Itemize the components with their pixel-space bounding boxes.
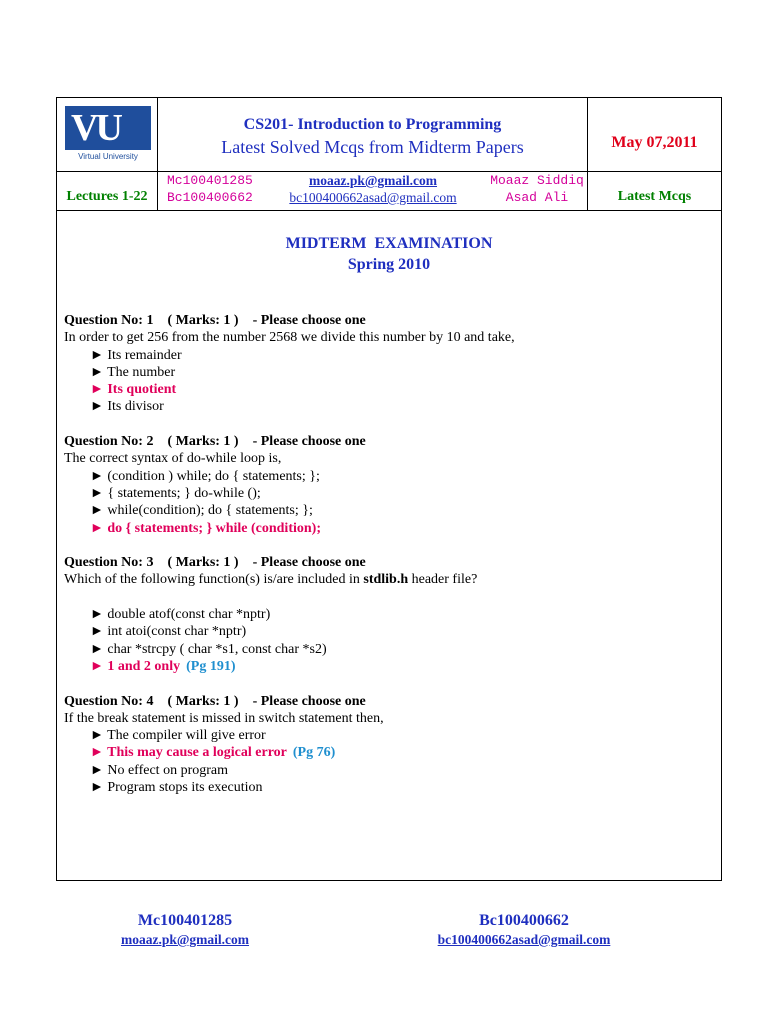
- student-id-2: Bc100400662: [167, 190, 253, 205]
- exam-heading: [57, 233, 721, 275]
- option: ► (condition ) while; do { statements; };: [90, 468, 320, 484]
- correct-option-row: [64, 658, 714, 675]
- course-subtitle: Latest Solved Mcqs from Midterm Papers: [221, 137, 524, 157]
- footer-email-right[interactable]: bc100400662asad@gmail.com: [437, 932, 611, 947]
- student-name-1: Moaaz Siddiq: [490, 173, 584, 188]
- vu-logo: [65, 106, 151, 162]
- divider: [57, 210, 721, 211]
- question-text-part: header file?: [408, 572, 478, 588]
- student-id-1: Mc100401285: [167, 173, 253, 188]
- option: ► The number: [90, 364, 176, 380]
- latest-mcqs-label: Latest Mcqs: [617, 189, 692, 204]
- option: ► Its divisor: [90, 399, 164, 415]
- header-file-name: stdlib.h: [363, 572, 409, 588]
- date-cell: [588, 98, 721, 171]
- question-3: [64, 554, 714, 675]
- exam-date: May 07,2011: [611, 134, 698, 151]
- logo-caption: Virtual University: [78, 152, 138, 161]
- exam-title: MIDTERM EXAMINATION: [285, 235, 493, 252]
- correct-option: ► This may cause a logical error: [90, 745, 287, 761]
- footer-id-left: Mc100401285: [137, 912, 233, 929]
- correct-option: ► do { statements; } while (condition);: [90, 520, 321, 536]
- option: ► int atoi(const char *nptr): [90, 624, 247, 640]
- correct-option: ► 1 and 2 only: [90, 658, 181, 674]
- question-heading: Question No: 4 ( Marks: 1 ) - Please choose one: [64, 693, 366, 709]
- option: ► while(condition); do { statements; };: [90, 503, 313, 519]
- student-emails: [273, 172, 473, 206]
- student-names: [482, 172, 592, 206]
- logo-letters: VU: [71, 107, 120, 149]
- page-frame: [56, 97, 722, 881]
- spacer: [64, 589, 714, 606]
- question-text: In order to get 256 from the number 2568 we divide this number by 10 and take,: [64, 330, 515, 346]
- title-cell: [158, 98, 587, 171]
- question-heading: Question No: 3 ( Marks: 1 ) - Please choose one: [64, 555, 366, 571]
- question-heading: Question No: 1 ( Marks: 1 ) - Please choose one: [64, 313, 366, 328]
- question-4: [64, 693, 714, 797]
- correct-option-row: [64, 744, 714, 761]
- logo-cell: [57, 98, 157, 171]
- question-text: If the break statement is missed in switch statement then,: [64, 710, 384, 726]
- logo-box: [65, 106, 151, 150]
- header-table: [57, 98, 721, 210]
- lectures-label: Lectures 1-22: [66, 189, 148, 204]
- correct-option: ► Its quotient: [90, 382, 177, 398]
- page-reference: (Pg 76): [292, 745, 336, 761]
- divider: [157, 98, 158, 210]
- option: ► char *strcpy ( char *s1, const char *s2): [90, 641, 327, 657]
- footer-left: [112, 911, 258, 949]
- exam-term: Spring 2010: [347, 256, 431, 273]
- email-link-2[interactable]: bc100400662asad@gmail.com: [289, 190, 457, 205]
- option: ► double atof(const char *nptr): [90, 607, 271, 623]
- option: ► No effect on program: [90, 762, 228, 778]
- option: ► Its remainder: [90, 347, 182, 363]
- email-link-1[interactable]: moaaz.pk@gmail.com: [308, 173, 438, 188]
- divider: [57, 171, 721, 172]
- question-text: The correct syntax of do-while loop is,: [64, 451, 282, 467]
- questions-list: [64, 312, 714, 814]
- footer-id-right: Bc100400662: [479, 912, 569, 929]
- question-1: [64, 312, 714, 416]
- question-text-part: Which of the following function(s) is/are included in: [64, 572, 364, 588]
- divider: [587, 98, 588, 210]
- question-text: [64, 571, 714, 588]
- student-name-2: Asad Ali: [505, 190, 569, 205]
- page-reference: (Pg 191): [186, 658, 236, 674]
- option: ► Program stops its execution: [90, 780, 263, 796]
- question-2: [64, 433, 714, 537]
- footer-right: [426, 911, 622, 949]
- course-title: CS201- Introduction to Programming: [243, 116, 502, 133]
- footer-email-left[interactable]: moaaz.pk@gmail.com: [120, 932, 250, 947]
- student-ids: [167, 172, 253, 206]
- option: ► The compiler will give error: [90, 728, 266, 744]
- question-heading: Question No: 2 ( Marks: 1 ) - Please choose one: [64, 434, 366, 450]
- option: ► { statements; } do-while ();: [90, 485, 261, 501]
